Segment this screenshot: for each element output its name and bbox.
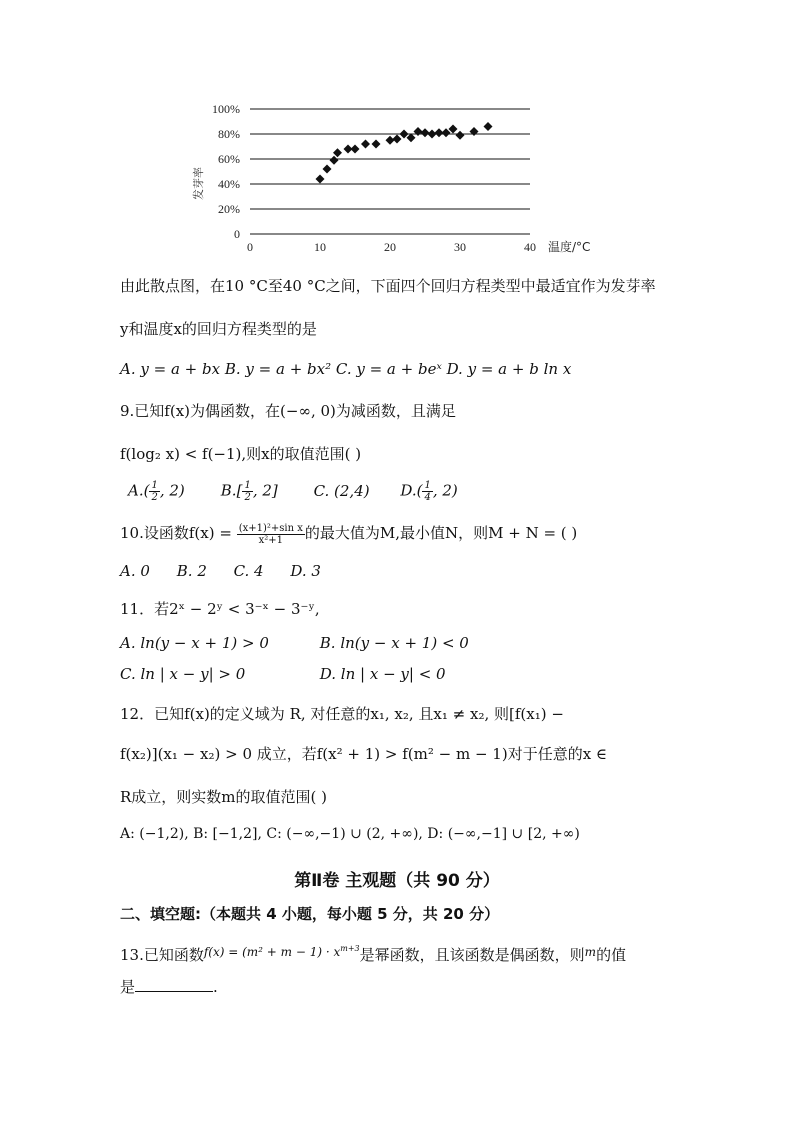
q8-options bbox=[120, 360, 571, 378]
data-point bbox=[470, 127, 479, 136]
q13-text-line1: 13.已知函数$^{f(x) = (m^2 + m - 1) \cdot x^{m+3}}$是幂函数，且该函数是偶函数，则$^m$的值 bbox=[120, 944, 627, 964]
data-point bbox=[351, 145, 360, 154]
q11-option-d: D. ln | x − y| < 0 bbox=[319, 665, 446, 683]
data-point bbox=[456, 131, 465, 140]
q13-text-line2: 是 . bbox=[120, 978, 218, 996]
q13-answer-blank[interactable] bbox=[135, 977, 213, 992]
q12-text-line1: 12．已知f(x)的定义域为 R, 对任意的x₁, x₂, 且x₁ ≠ x₂, 则[f(x₁) − bbox=[120, 705, 564, 723]
x-axis-label: 温度/°C bbox=[548, 240, 591, 254]
section-title: 第Ⅱ卷 主观题（共 90 分） bbox=[294, 871, 500, 891]
q9-option-c: C. (2,4) bbox=[313, 481, 370, 500]
q11-option-b: B. ln(y − x + 1) < 0 bbox=[319, 634, 469, 652]
data-point bbox=[323, 165, 332, 174]
q13-formula: f(x) = (m² + m − 1) · xm+3 bbox=[203, 944, 360, 959]
data-point bbox=[330, 156, 339, 165]
data-point bbox=[361, 140, 370, 149]
data-point bbox=[333, 148, 342, 157]
q8-option-b: B. y = a + bx² bbox=[224, 360, 336, 378]
q11-option-a: A. ln(y − x + 1) > 0 bbox=[120, 634, 269, 652]
q12-options: A: (−1,2), B: [−1,2], C: (−∞,−1) ∪ (2, +∞), D: (−∞,−1] ∪ [2, +∞) bbox=[120, 826, 580, 842]
q10-option-a: A. 0 bbox=[120, 562, 150, 580]
q10-options bbox=[120, 562, 321, 580]
q11-stem: 11．若2ˣ − 2ʸ < 3⁻ˣ − 3⁻ʸ, bbox=[120, 600, 320, 618]
q11-options-row2 bbox=[120, 665, 446, 683]
data-point bbox=[393, 135, 402, 144]
q9-text-line1: 9.已知f(x)为偶函数，在(−∞, 0)为减函数，且满足 bbox=[120, 402, 456, 420]
data-point bbox=[316, 175, 325, 184]
q12-text-line3: R成立，则实数m的取值范围( ) bbox=[120, 788, 327, 806]
data-point bbox=[428, 130, 437, 139]
q9-text-line2: f(log₂ x) < f(−1),则x的取值范围( ) bbox=[120, 445, 362, 463]
y-tick-label: 60% bbox=[218, 152, 240, 166]
germination-scatter-chart bbox=[190, 100, 610, 260]
q8-option-a: A. y = a + bx bbox=[120, 360, 221, 378]
x-tick-label: 40 bbox=[524, 240, 536, 254]
y-tick-label: 20% bbox=[218, 202, 240, 216]
q9-options bbox=[128, 480, 458, 503]
q12-text-line2: f(x₂)](x₁ − x₂) > 0 成立，若f(x² + 1) > f(m² − m − 1)对于任意的x ∈ bbox=[120, 745, 608, 763]
y-tick-label: 0 bbox=[234, 227, 240, 241]
y-tick-label: 40% bbox=[218, 177, 240, 191]
q9-option-a: A.( $\frac{1}{2}$ , 2) bbox=[128, 480, 185, 503]
y-tick-label: 80% bbox=[218, 127, 240, 141]
fill-in-heading: 二、填空题:（本题共 4 小题，每小题 5 分，共 20 分） bbox=[120, 905, 500, 923]
x-tick-label: 30 bbox=[454, 240, 466, 254]
q8-option-c: C. y = a + beˣ bbox=[335, 360, 447, 378]
data-point bbox=[386, 136, 395, 145]
q8-option-d: D. y = a + b ln x bbox=[446, 360, 572, 378]
q9-option-d: D.( $\frac{1}{4}$ , 2) bbox=[400, 480, 458, 503]
y-tick-label: 100% bbox=[212, 102, 240, 116]
q8-text-line1: 由此散点图，在10 °C至40 °C之间，下面四个回归方程类型中最适宜作为发芽率 bbox=[120, 277, 656, 295]
q11-options-row1 bbox=[120, 634, 469, 652]
q10-option-c: C. 4 bbox=[233, 562, 264, 580]
x-tick-label: 0 bbox=[247, 240, 253, 254]
y-axis-label: 发芽率 bbox=[192, 167, 205, 200]
q10-option-b: B. 2 bbox=[176, 562, 207, 580]
x-tick-label: 20 bbox=[384, 240, 396, 254]
data-point bbox=[484, 122, 493, 131]
q9-option-b: B.[ $\frac{1}{2}$ , 2] bbox=[220, 480, 278, 503]
x-tick-label: 10 bbox=[314, 240, 326, 254]
q8-text-line2: y和温度x的回归方程类型的是 bbox=[120, 320, 317, 338]
data-point bbox=[414, 127, 423, 136]
q11-option-c: C. ln | x − y| > 0 bbox=[120, 665, 246, 683]
data-point bbox=[421, 128, 430, 137]
data-point bbox=[372, 140, 381, 149]
q10-option-d: D. 3 bbox=[290, 562, 321, 580]
q10-text: 10.设函数f(x) = $\frac{\text{(x+1)²+sin x}}{\text{x²+1}}$ 的最大值为M,最小值N，则M + N = ( ) bbox=[120, 522, 578, 546]
